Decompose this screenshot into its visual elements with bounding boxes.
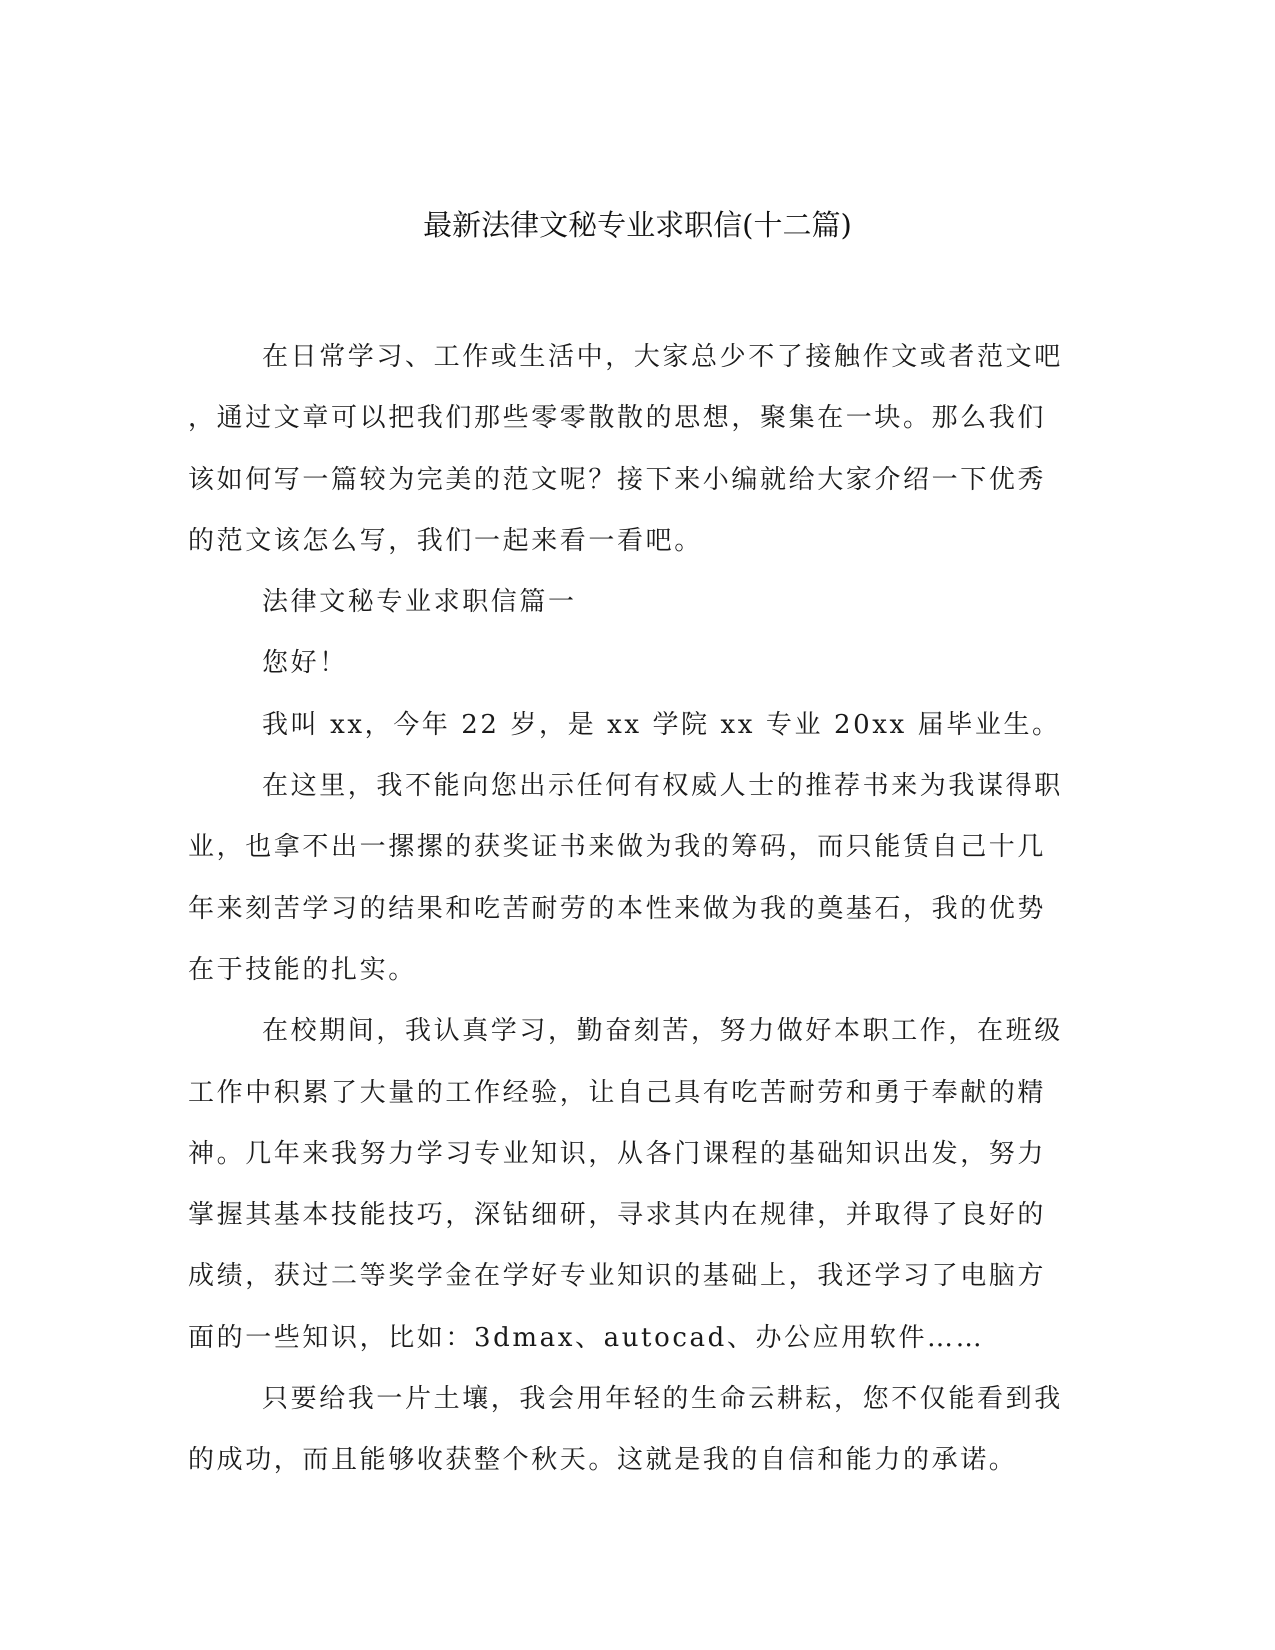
- body-line: ，通过文章可以把我们那些零零散散的思想，聚集在一块。那么我们: [188, 403, 1047, 434]
- section-heading: 法律文秘专业求职信篇一: [262, 587, 577, 618]
- body-line: 该如何写一篇较为完美的范文呢？接下来小编就给大家介绍一下优秀: [188, 464, 1047, 495]
- body-line: 工作中积累了大量的工作经验，让自己具有吃苦耐劳和勇于奉献的精: [188, 1077, 1047, 1108]
- body-line: 的范文该怎么写，我们一起来看一看吧。: [188, 525, 703, 556]
- body-line: 的成功，而且能够收获整个秋天。这就是我的自信和能力的承诺。: [188, 1445, 1018, 1476]
- body-line: 年来刻苦学习的结果和吃苦耐劳的本性来做为我的奠基石，我的优势: [188, 893, 1047, 924]
- body-line: 成绩，获过二等奖学金在学好专业知识的基础上，我还学习了电脑方: [188, 1261, 1047, 1292]
- body-line: 在日常学习、工作或生活中，大家总少不了接触作文或者范文吧: [262, 342, 1063, 372]
- body-line: 面的一些知识，比如：3dmax、autocad、办公应用软件……: [188, 1322, 985, 1353]
- greeting-line: 您好！: [262, 648, 348, 679]
- body-line: 神。几年来我努力学习专业知识，从各门课程的基础知识出发，努力: [188, 1138, 1047, 1169]
- body-line: 在校期间，我认真学习，勤奋刻苦，努力做好本职工作，在班级: [262, 1016, 1063, 1047]
- document-body: [188, 327, 1078, 1492]
- body-line: 我叫 xx，今年 22 岁，是 xx 学院 xx 专业 20xx 届毕业生。: [262, 709, 1061, 740]
- document-title: 最新法律文秘专业求职信(十二篇): [423, 208, 852, 242]
- body-line: 掌握其基本技能技巧，深钻细研，寻求其内在规律，并取得了良好的: [188, 1200, 1047, 1231]
- body-line: 在于技能的扎实。: [188, 954, 417, 985]
- body-line: 在这里，我不能向您出示任何有权威人士的推荐书来为我谋得职: [262, 771, 1063, 802]
- body-line: 业，也拿不出一摞摞的获奖证书来做为我的筹码，而只能赁自己十几: [188, 832, 1047, 863]
- body-line: 只要给我一片土壤，我会用年轻的生命云耕耘，您不仅能看到我: [262, 1384, 1063, 1415]
